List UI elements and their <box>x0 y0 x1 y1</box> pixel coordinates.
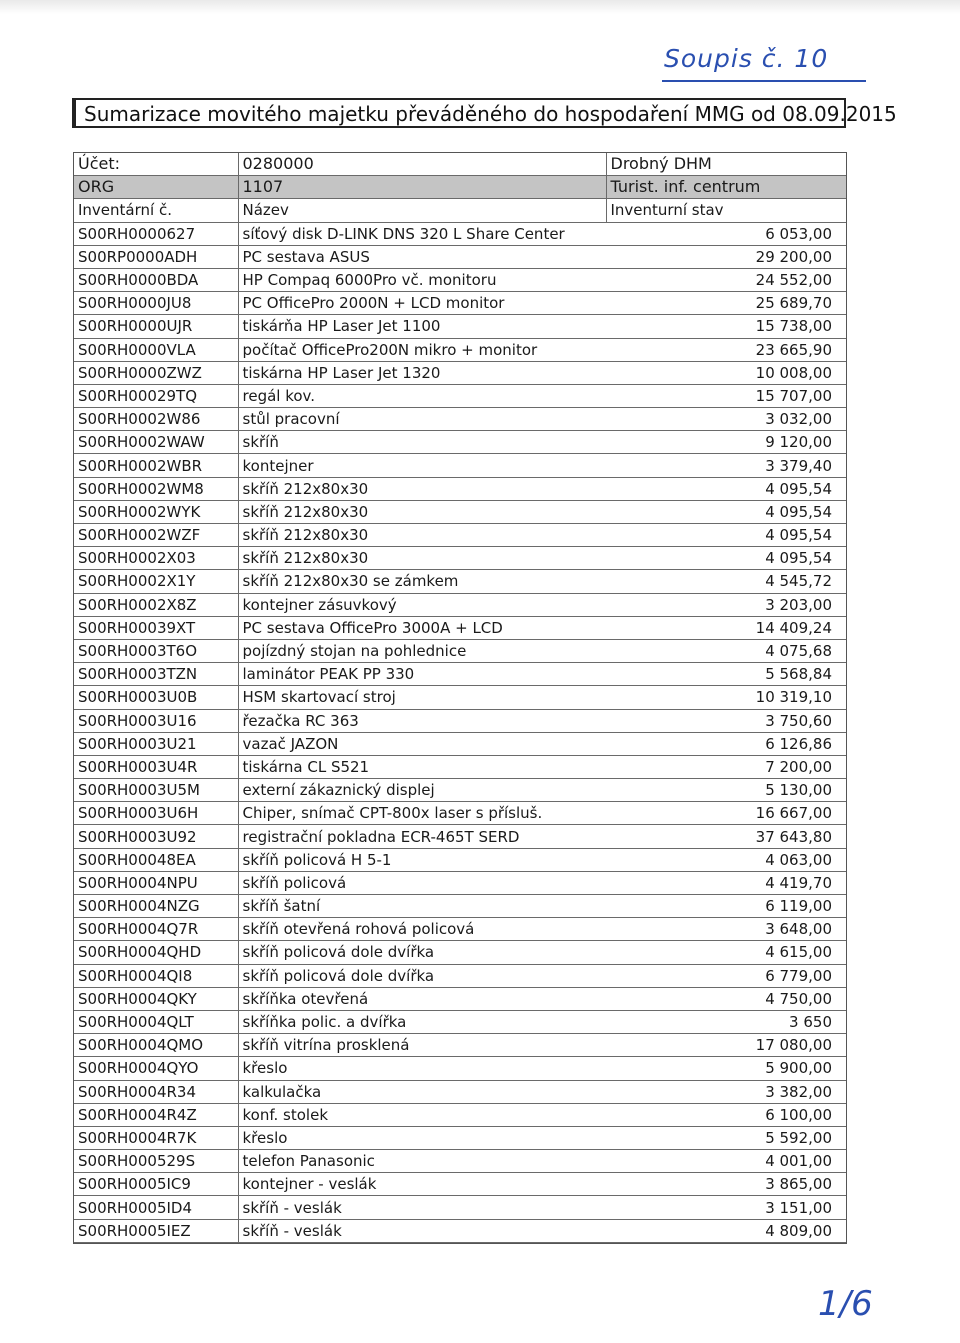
inventory-value: 3 203,00 <box>606 593 846 616</box>
inventory-number: S00RH0003U4R <box>74 755 238 778</box>
inventory-number: S00RH000529S <box>74 1150 238 1173</box>
table-row <box>74 408 846 431</box>
item-name: skříň otevřená rohová policová <box>238 918 606 941</box>
inventory-number: S00RH0000VLA <box>74 338 238 361</box>
inventory-value: 3 650 <box>606 1010 846 1033</box>
inventory-value: 5 900,00 <box>606 1057 846 1080</box>
table-row <box>74 848 846 871</box>
table-row <box>74 941 846 964</box>
item-name: externí zákaznický displej <box>238 779 606 802</box>
item-name: HP Compaq 6000Pro vč. monitoru <box>238 268 606 291</box>
item-name: skříňka polic. a dvířka <box>238 1010 606 1033</box>
inventory-value: 9 120,00 <box>606 431 846 454</box>
table-row <box>74 315 846 338</box>
item-name: kontejner <box>238 454 606 477</box>
inventory-number: S00RH0002X8Z <box>74 593 238 616</box>
table-row <box>74 361 846 384</box>
title-box <box>72 98 897 128</box>
inventory-value: 16 667,00 <box>606 802 846 825</box>
item-name: skříň policová dole dvířka <box>238 964 606 987</box>
item-name: skříň - veslák <box>238 1219 606 1242</box>
inventory-number: S00RH0002X03 <box>74 547 238 570</box>
item-name: PC sestava ASUS <box>238 245 606 268</box>
item-name: skříň šatní <box>238 895 606 918</box>
inventory-value: 4 095,54 <box>606 477 846 500</box>
item-name: Chiper, snímač CPT-800x laser s přísluš. <box>238 802 606 825</box>
inventory-number: S00RH0003U5M <box>74 779 238 802</box>
item-name: skříň <box>238 431 606 454</box>
item-name: tiskárňa HP Laser Jet 1100 <box>238 315 606 338</box>
item-name: konf. stolek <box>238 1103 606 1126</box>
inventory-number: S00RH00048EA <box>74 848 238 871</box>
item-name: HSM skartovací stroj <box>238 686 606 709</box>
account-label: Účet: <box>74 153 238 176</box>
item-name: síťový disk D-LINK DNS 320 L Share Center <box>238 222 606 245</box>
table-row <box>74 779 846 802</box>
inventory-value: 3 032,00 <box>606 408 846 431</box>
inventory-number: S00RH0000BDA <box>74 268 238 291</box>
inventory-value: 3 648,00 <box>606 918 846 941</box>
item-name: řezačka RC 363 <box>238 709 606 732</box>
inventory-value: 4 075,68 <box>606 639 846 662</box>
table-row <box>74 477 846 500</box>
inventory-value: 4 545,72 <box>606 570 846 593</box>
table-row <box>74 1080 846 1103</box>
inventory-value: 4 095,54 <box>606 500 846 523</box>
item-name: skříň vitrína prosklená <box>238 1034 606 1057</box>
inventory-number: S00RH0004QKY <box>74 987 238 1010</box>
table-row <box>74 871 846 894</box>
table-row <box>74 547 846 570</box>
table-row <box>74 1057 846 1080</box>
table-row <box>74 222 846 245</box>
item-name: skříň 212x80x30 <box>238 524 606 547</box>
inventory-value: 6 053,00 <box>606 222 846 245</box>
inventory-number: S00RH0003U6H <box>74 802 238 825</box>
item-name: telefon Panasonic <box>238 1150 606 1173</box>
table-row <box>74 524 846 547</box>
item-name: kontejner - veslák <box>238 1173 606 1196</box>
table-row <box>74 338 846 361</box>
account-desc: Drobný DHM <box>606 153 846 176</box>
account-value: 0280000 <box>238 153 606 176</box>
inventory-number: S00RH0000627 <box>74 222 238 245</box>
table-row <box>74 639 846 662</box>
table-row <box>74 616 846 639</box>
item-name: skříňka otevřená <box>238 987 606 1010</box>
org-value: 1107 <box>238 176 606 199</box>
table-row <box>74 1150 846 1173</box>
inventory-number: S00RH0004QMO <box>74 1034 238 1057</box>
inventory-number: S00RH0005ID4 <box>74 1196 238 1219</box>
inventory-number: S00RH0004QYO <box>74 1057 238 1080</box>
inventory-number: S00RH0000UJR <box>74 315 238 338</box>
inventory-number: S00RH0005IC9 <box>74 1173 238 1196</box>
inventory-number: S00RH0004Q7R <box>74 918 238 941</box>
inventory-value: 4 095,54 <box>606 524 846 547</box>
inventory-number: S00RH0003T6O <box>74 639 238 662</box>
inventory-number: S00RH0004QHD <box>74 941 238 964</box>
table-row <box>74 732 846 755</box>
inventory-value: 4 063,00 <box>606 848 846 871</box>
inventory-number: S00RH0004QLT <box>74 1010 238 1033</box>
item-name: skříň policová H 5-1 <box>238 848 606 871</box>
table-row <box>74 987 846 1010</box>
inventory-number: S00RH0002X1Y <box>74 570 238 593</box>
inventory-value: 7 200,00 <box>606 755 846 778</box>
table-row <box>74 245 846 268</box>
inventory-number: S00RH0004QI8 <box>74 964 238 987</box>
inventory-number: S00RH0002WYK <box>74 500 238 523</box>
item-name: regál kov. <box>238 384 606 407</box>
inventory-value: 5 130,00 <box>606 779 846 802</box>
item-name: PC sestava OfficePro 3000A + LCD <box>238 616 606 639</box>
handwritten-page-number: 1/6 <box>818 1284 873 1324</box>
org-label: ORG <box>74 176 238 199</box>
item-name: skříň 212x80x30 se zámkem <box>238 570 606 593</box>
item-name: křeslo <box>238 1126 606 1149</box>
table-row <box>74 709 846 732</box>
column-header-row <box>74 199 846 222</box>
asset-table <box>74 153 846 1243</box>
table-row <box>74 686 846 709</box>
document-title: Sumarizace movitého majetku převáděného do hospodaření MMG od 08.09.2015 <box>84 102 897 126</box>
table-row <box>74 802 846 825</box>
inventory-value: 15 707,00 <box>606 384 846 407</box>
inventory-value: 10 008,00 <box>606 361 846 384</box>
column-name: Název <box>238 199 606 222</box>
inventory-value: 4 419,70 <box>606 871 846 894</box>
table-row <box>74 663 846 686</box>
item-name: vazač JAZON <box>238 732 606 755</box>
org-row <box>74 176 846 199</box>
column-inv: Inventární č. <box>74 199 238 222</box>
table-row <box>74 1219 846 1242</box>
table-row <box>74 292 846 315</box>
table-row <box>74 500 846 523</box>
inventory-number: S00RH0002W86 <box>74 408 238 431</box>
inventory-value: 4 615,00 <box>606 941 846 964</box>
handwritten-underline <box>662 80 866 82</box>
table-row <box>74 268 846 291</box>
inventory-value: 15 738,00 <box>606 315 846 338</box>
item-name: počítač OfficePro200N mikro + monitor <box>238 338 606 361</box>
item-name: registrační pokladna ECR-465T SERD <box>238 825 606 848</box>
table-row <box>74 825 846 848</box>
item-name: skříň 212x80x30 <box>238 500 606 523</box>
item-name: kontejner zásuvkový <box>238 593 606 616</box>
table-row <box>74 1034 846 1057</box>
inventory-value: 37 643,80 <box>606 825 846 848</box>
inventory-number: S00RH0003U16 <box>74 709 238 732</box>
inventory-value: 3 382,00 <box>606 1080 846 1103</box>
inventory-value: 3 379,40 <box>606 454 846 477</box>
table-row <box>74 964 846 987</box>
org-desc: Turist. inf. centrum <box>606 176 846 199</box>
table-row <box>74 755 846 778</box>
inventory-number: S00RH0004R7K <box>74 1126 238 1149</box>
table-row <box>74 895 846 918</box>
inventory-number: S00RH0002WZF <box>74 524 238 547</box>
inventory-value: 3 151,00 <box>606 1196 846 1219</box>
inventory-number: S00RH00039XT <box>74 616 238 639</box>
inventory-number: S00RH0000JU8 <box>74 292 238 315</box>
handwritten-soupis-note: Soupis č. 10 <box>664 44 829 73</box>
inventory-value: 3 865,00 <box>606 1173 846 1196</box>
inventory-value: 4 001,00 <box>606 1150 846 1173</box>
item-name: skříň policová dole dvířka <box>238 941 606 964</box>
inventory-number: S00RH0004NZG <box>74 895 238 918</box>
inventory-value: 6 119,00 <box>606 895 846 918</box>
inventory-value: 25 689,70 <box>606 292 846 315</box>
table-row <box>74 1126 846 1149</box>
item-name: stůl pracovní <box>238 408 606 431</box>
table-row <box>74 918 846 941</box>
inventory-number: S00RH0002WAW <box>74 431 238 454</box>
item-name: skříň 212x80x30 <box>238 547 606 570</box>
column-stav: Inventurní stav <box>606 199 846 222</box>
item-name: tiskárna CL S521 <box>238 755 606 778</box>
item-name: křeslo <box>238 1057 606 1080</box>
inventory-value: 4 095,54 <box>606 547 846 570</box>
inventory-value: 6 779,00 <box>606 964 846 987</box>
table-row <box>74 1196 846 1219</box>
table-row <box>74 1103 846 1126</box>
inventory-value: 5 568,84 <box>606 663 846 686</box>
inventory-value: 3 750,60 <box>606 709 846 732</box>
inventory-value: 29 200,00 <box>606 245 846 268</box>
inventory-value: 10 319,10 <box>606 686 846 709</box>
table-row <box>74 593 846 616</box>
table-row <box>74 431 846 454</box>
inventory-number: S00RH0004NPU <box>74 871 238 894</box>
item-name: kalkulačka <box>238 1080 606 1103</box>
inventory-value: 5 592,00 <box>606 1126 846 1149</box>
inventory-value: 4 809,00 <box>606 1219 846 1242</box>
inventory-number: S00RH0003TZN <box>74 663 238 686</box>
item-name: skříň policová <box>238 871 606 894</box>
item-name: laminátor PEAK PP 330 <box>238 663 606 686</box>
inventory-number: S00RH0004R4Z <box>74 1103 238 1126</box>
inventory-number: S00RH0003U92 <box>74 825 238 848</box>
item-name: PC OfficePro 2000N + LCD monitor <box>238 292 606 315</box>
inventory-number: S00RH0003U21 <box>74 732 238 755</box>
inventory-number: S00RH0002WBR <box>74 454 238 477</box>
table-row <box>74 1010 846 1033</box>
table-row <box>74 454 846 477</box>
item-name: pojízdný stojan na pohlednice <box>238 639 606 662</box>
item-name: skříň 212x80x30 <box>238 477 606 500</box>
inventory-number: S00RH00029TQ <box>74 384 238 407</box>
inventory-number: S00RH0002WM8 <box>74 477 238 500</box>
inventory-number: S00RH0005IEZ <box>74 1219 238 1242</box>
table-row <box>74 570 846 593</box>
inventory-value: 24 552,00 <box>606 268 846 291</box>
inventory-value: 4 750,00 <box>606 987 846 1010</box>
inventory-value: 23 665,90 <box>606 338 846 361</box>
item-name: skříň - veslák <box>238 1196 606 1219</box>
inventory-value: 6 126,86 <box>606 732 846 755</box>
item-name: tiskárna HP Laser Jet 1320 <box>238 361 606 384</box>
inventory-value: 6 100,00 <box>606 1103 846 1126</box>
table-row <box>74 1173 846 1196</box>
inventory-number: S00RP0000ADH <box>74 245 238 268</box>
account-row <box>74 153 846 176</box>
inventory-number: S00RH0000ZWZ <box>74 361 238 384</box>
inventory-value: 17 080,00 <box>606 1034 846 1057</box>
scan-edge <box>0 0 960 14</box>
table-row <box>74 384 846 407</box>
inventory-number: S00RH0003U0B <box>74 686 238 709</box>
inventory-value: 14 409,24 <box>606 616 846 639</box>
inventory-number: S00RH0004R34 <box>74 1080 238 1103</box>
